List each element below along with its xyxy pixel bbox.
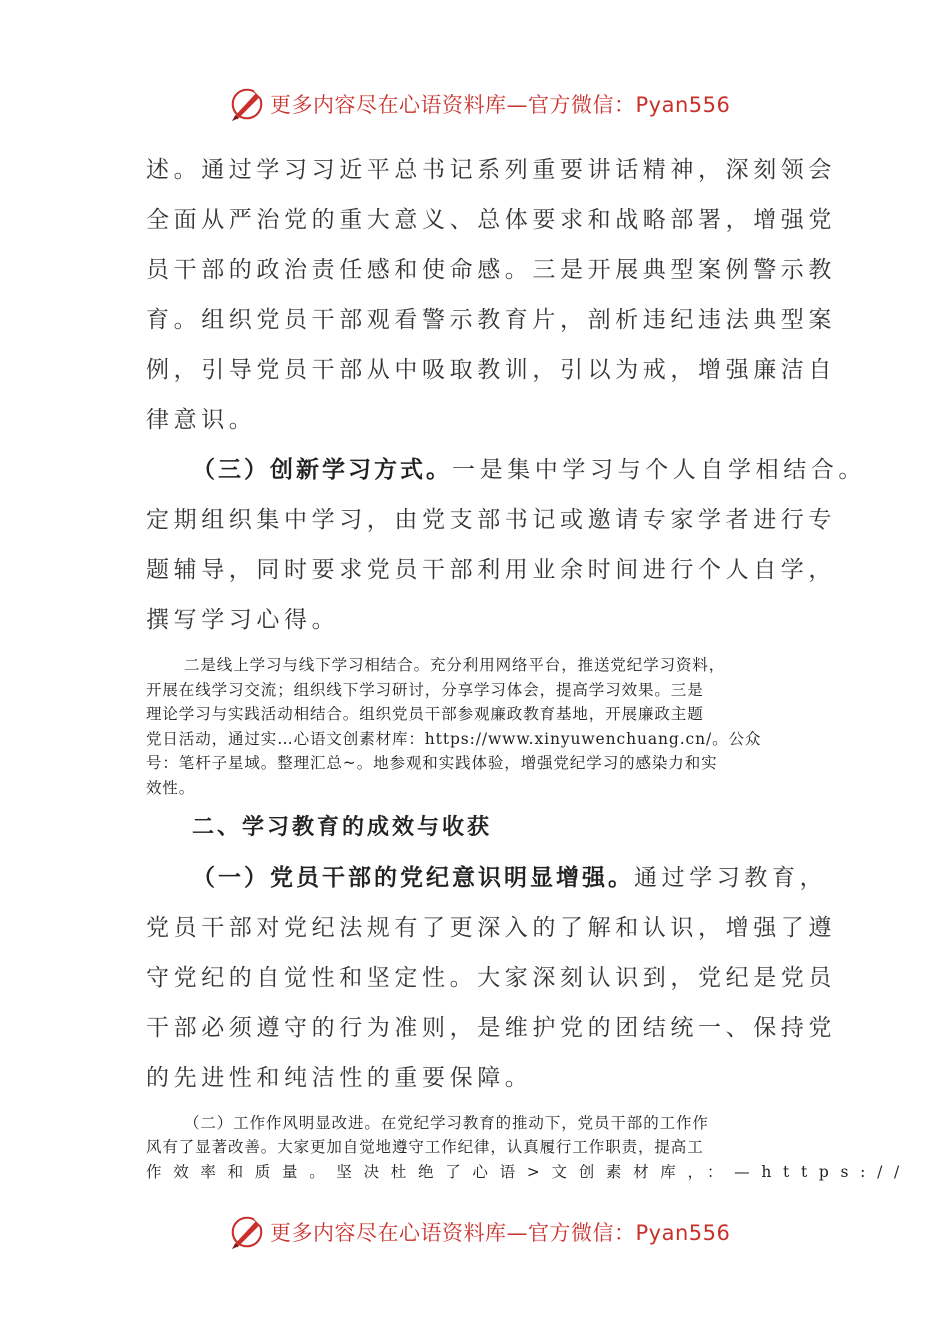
small-line: （二）工作作风明显改进。在党纪学习教育的推动下，党员干部的工作作 — [184, 1113, 709, 1132]
body-line: 育。组织党员干部观看警示教育片，剖析违纪违法典型案 — [146, 307, 836, 333]
section-3-first-line: （三）创新学习方式。一是集中学习与个人自学相结合。 — [192, 456, 866, 483]
body-line: 员干部的政治责任感和使命感。三是开展典型案例警示教 — [146, 257, 836, 283]
small-line: 作效率和质量。坚决杜绝了心语>文创素材库，：—https:// — [146, 1162, 911, 1181]
small-line: 号：笔杆子星域。整理汇总~。地参观和实践体验，增强党纪学习的感染力和实 — [146, 754, 718, 773]
body-line: 全面从严治党的重大意义、总体要求和战略部署，增强党 — [146, 207, 836, 233]
banner-text: 更多内容尽在心语资料库—官方微信：Pyan556 — [270, 1221, 731, 1245]
footer-banner — [228, 1212, 748, 1252]
document-body — [146, 145, 911, 1184]
small-line: 效性。 — [146, 778, 196, 797]
body-line: 定期组织集中学习，由党支部书记或邀请专家学者进行专 — [146, 507, 836, 533]
section-one-first-line: （一）党员干部的党纪意识明显增强。通过学习教育， — [192, 863, 828, 891]
body-line: 例，引导党员干部从中吸取教训，引以为戒，增强廉洁自 — [146, 357, 836, 383]
banner-text: 更多内容尽在心语资料库—官方微信：Pyan556 — [270, 93, 731, 117]
body-line: 撰写学习心得。 — [146, 607, 340, 633]
section-heading: 二、学习教育的成效与收获 — [192, 813, 493, 840]
small-line: 理论学习与实践活动相结合。组织党员干部参观廉政教育基地，开展廉政主题 — [146, 705, 704, 724]
section-one-title: （一）党员干部的党纪意识明显增强。 — [192, 863, 634, 891]
small-line: 党日活动，通过实…心语文创素材库：https://www.xinyuwenchuang.cn/。公众 — [146, 729, 762, 748]
small-line: 风有了显著改善。大家更加自觉地遵守工作纪律，认真履行工作职责，提高工 — [146, 1138, 704, 1157]
body-line: 律意识。 — [146, 407, 257, 433]
pen-logo-icon — [228, 85, 266, 123]
header-banner — [228, 84, 748, 124]
body-line: 守党纪的自觉性和坚定性。大家深刻认识到，党纪是党员 — [146, 964, 836, 991]
body-line: 党员干部对党纪法规有了更深入的了解和认识，增强了遵 — [146, 914, 836, 941]
small-line: 二是线上学习与线下学习相结合。充分利用网络平台，推送党纪学习资料， — [184, 656, 726, 674]
body-line: 干部必须遵守的行为准则，是维护党的团结统一、保持党 — [146, 1014, 836, 1041]
section-3-title: （三）创新学习方式。 — [192, 456, 452, 483]
body-line: 题辅导，同时要求党员干部利用业余时间进行个人自学， — [146, 557, 836, 583]
body-line: 的先进性和纯洁性的重要保障。 — [146, 1064, 533, 1091]
small-line: 开展在线学习交流；组织线下学习研讨，分享学习体会，提高学习效果。三是 — [146, 680, 704, 699]
body-line: 述。通过学习习近平总书记系列重要讲话精神，深刻领会 — [146, 157, 836, 183]
pen-logo-icon — [228, 1213, 266, 1251]
